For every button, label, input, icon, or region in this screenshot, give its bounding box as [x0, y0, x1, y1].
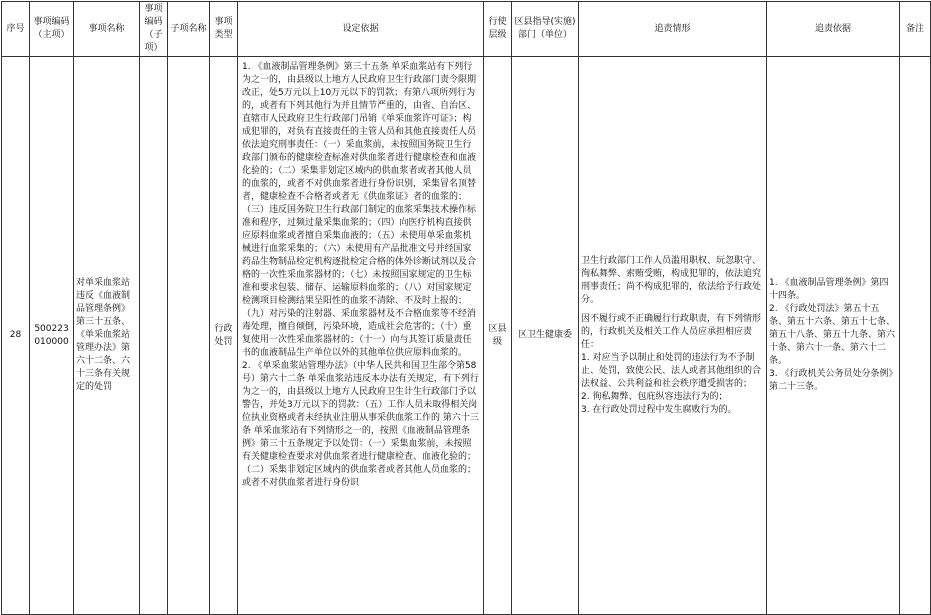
- situation-line-5: 3. 在行政处罚过程中发生腐败行为的。: [581, 404, 737, 415]
- account-basis-line-3: 3. 《行政机关公务员处分条例》第二十三条。: [769, 369, 893, 392]
- situation-line-2: 因不履行或不正确履行行政职责，有下列情形的，行政机关及相关工作人员应承担相应责任：: [581, 313, 762, 350]
- basis-paragraph-2: 2. 《单采血浆站管理办法》（中华人民共和国卫生部令第58号）第六十二条 单采血浆站违反本办法有关规定，有下列行为之一的，由县级以上地方人民政府卫生计生行政部门予以警告，并处3万元以下的罚款：（五）工作人员未取得相关岗位执业资格或者未经执业注册从事采供血浆工作的 第六十三条 单采血浆站有下列情形之一的，按照《血液制品管理条例》第三十五条规定予以处罚：（一）采集血浆前，未按照有关健康检查要求对供血浆者进行健康检查、血液化验的；（二）采集非划定区域内的供血浆者或者其他人员血浆的；或者不对供血浆者进行身份识: [242, 361, 479, 488]
- header-sub-code: 事项编码 （子项）: [140, 2, 168, 57]
- cell-name: 对单采血浆站违反《血液制品管理条例》第三十五条、《单采血浆站管理办法》第六十二条、六十三条有关规定的处罚: [74, 57, 140, 615]
- basis-paragraph-1: 1. 《血液制品管理条例》第三十五条 单采血浆站有下列行为之一的，由县级以上地方人民政府卫生行政部门责令限期改正，处5万元以上10万元以下的罚款；有第八项所列行为的，或者有下列其他行为并且情节严重的，由省、自治区、直辖市人民政府卫生行政部门吊销《单采血浆许可证》；构成犯罪的，对负有直接责任的主管人员和其他直接责任人员依法追究刑事责任：（一）采血浆前，未按照国务院卫生行政部门颁布的健康检查标准对供血浆者进行健康检查和血液化验的；（二）采集非划定区域内的供血浆者或者其他人员的血浆的，或者不对供血浆者进行身份识别，采集冒名顶替者，健康检查不合格者或者无《供血浆证》者的血浆的；（三）违反国务院卫生行政部门制定的血浆采集技术操作标准和程序，过频过量采集血浆的；（四）向医疗机构直接供应原料血浆或者擅自采集血液的；（五）未使用单采血浆机械进行血浆采集的；（六）未使用有产品批准文号并经国家药品生物制品检定机构逐批检定合格的体外诊断试剂以及合格的一次性采血浆器材的；（七）未按照国家规定的卫生标准和要求包装、储存、运输原料血浆的；（八）对国家规定检测项目检测结果呈阳性的血浆不清除、不及时上报的；（九）对污染的注射器、采血浆器材及不合格血浆等不经消毒处理，擅自倾倒，污染环境，造成社会危害的；（十）重复使用一次性采血浆器材的；（十一）向与其签订质量责任书的血液制品生产单位以外的其他单位供应原料血浆的。: [242, 62, 477, 358]
- cell-basis: [238, 57, 484, 615]
- account-basis-line-2: 2. 《行政处罚法》第五十五条、第五十六条、第五十七条、第五十八条、第五十九条、第六十条、第六十一条、第六十二条。: [769, 304, 896, 366]
- header-note: 备注: [900, 2, 931, 57]
- cell-sub-name: [168, 57, 210, 615]
- header-sub-name: 子项名称: [168, 2, 210, 57]
- account-basis-line-1: 1. 《血液制品管理条例》第四十四条。: [769, 278, 889, 301]
- accountability-table: [1, 1, 931, 615]
- situation-line-3: 1. 对应当予以制止和处罚的违法行为不予制止、处罚，致使公民、法人或者其他组织的合法权益、公共利益和社会秩序遭受损害的；: [581, 352, 762, 389]
- header-dept: 区县指导(实施) 部门（单位）: [512, 2, 579, 57]
- header-name: 事项名称: [74, 2, 140, 57]
- cell-note: [900, 57, 931, 615]
- cell-code: 500223 010000: [30, 57, 74, 615]
- header-situation: 追责情形: [579, 2, 767, 57]
- cell-dept: 区卫生健康委: [512, 57, 579, 615]
- cell-type: 行政 处罚: [210, 57, 238, 615]
- cell-level: 区县 级: [484, 57, 512, 615]
- header-level: 行使 层级: [484, 2, 512, 57]
- cell-account-basis: [767, 57, 900, 615]
- header-seq: 序号: [2, 2, 30, 57]
- cell-situation: [579, 57, 767, 615]
- situation-line-4: 2. 徇私舞弊、包庇纵容违法行为的；: [581, 391, 728, 402]
- table-row: [2, 57, 931, 615]
- cell-sub-code: [140, 57, 168, 615]
- header-type: 事项 类型: [210, 2, 238, 57]
- header-code: 事项编码 （主项）: [30, 2, 74, 57]
- header-account-basis: 追责依据: [767, 2, 900, 57]
- situation-line-1: 卫生行政部门工作人员滥用职权、玩忽职守、徇私舞弊、索贿受贿，构成犯罪的，依法追究刑事责任；尚不构成犯罪的，依法给予行政处分。: [581, 255, 762, 305]
- cell-seq: 28: [2, 57, 30, 615]
- header-basis: 设定依据: [238, 2, 484, 57]
- header-row: [2, 2, 931, 57]
- basis-text: [240, 58, 481, 613]
